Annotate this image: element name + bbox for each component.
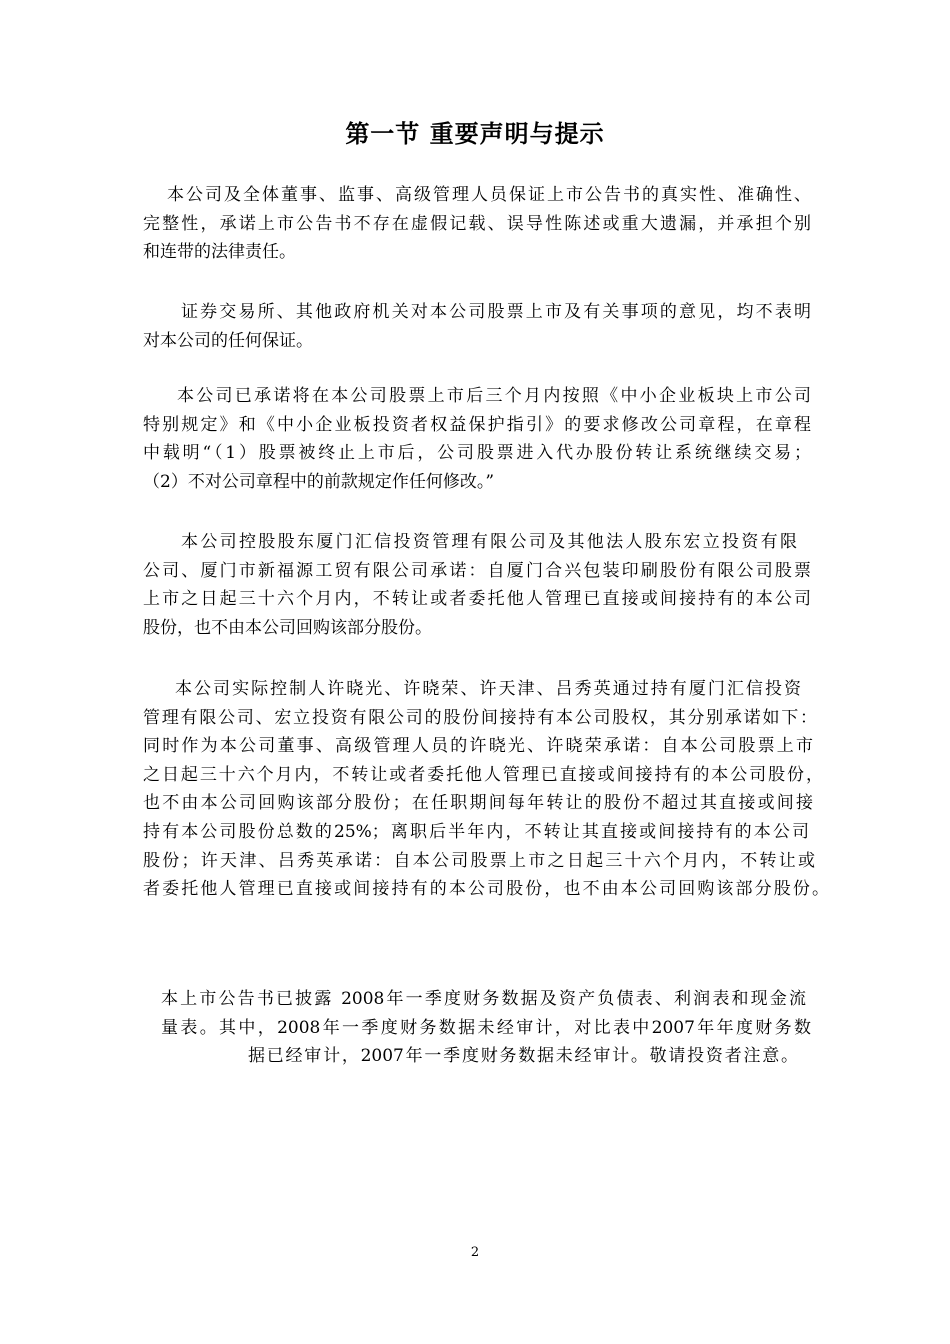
paragraph-line: 据已经审计，2007年一季度财务数据未经审计。敬请投资者注意。 bbox=[248, 1046, 798, 1067]
statement-paragraph-4 bbox=[143, 528, 811, 642]
paragraph-line: 本公司实际控制人许晓光、许晓荣、许天津、吕秀英通过持有厦门汇信投资 bbox=[175, 679, 801, 699]
paragraph-line: 持有本公司股份总数的25%；离职后半年内，不转让其直接或间接持有的本公司 bbox=[143, 821, 809, 842]
paragraph-line: 对本公司的任何保证。 bbox=[143, 330, 313, 351]
paragraph-line: 上市之日起三十六个月内，不转让或者委托他人管理已直接或间接持有的本公司 bbox=[143, 589, 811, 610]
paragraph-line: 股份，也不由本公司回购该部分股份。 bbox=[143, 617, 432, 638]
paragraph-line: 同时作为本公司董事、高级管理人员的许晓光、许晓荣承诺：自本公司股票上市 bbox=[143, 736, 813, 757]
paragraph-line: 公司、厦门市新福源工贸有限公司承诺：自厦门合兴包装印刷股份有限公司股票 bbox=[143, 560, 811, 581]
paragraph-line: 本上市公告书已披露 2008年一季度财务数据及资产负债表、利润表和现金流 bbox=[161, 989, 806, 1009]
paragraph-line: 管理有限公司、宏立投资有限公司的股份间接持有本公司股权，其分别承诺如下： bbox=[143, 707, 817, 728]
paragraph-line: 者委托他人管理已直接或间接持有的本公司股份，也不由本公司回购该部分股份。 bbox=[143, 879, 829, 900]
paragraph-line: 和连带的法律责任。 bbox=[143, 242, 296, 263]
paragraph-line: 之日起三十六个月内，不转让或者委托他人管理已直接或间接持有的本公司股份， bbox=[143, 764, 823, 785]
paragraph-line: 本公司已承诺将在本公司股票上市后三个月内按照《中小企业板块上市公司 bbox=[177, 386, 811, 406]
paragraph-line: 也不由本公司回购该部分股份；在任职期间每年转让的股份不超过其直接或间接 bbox=[143, 793, 813, 814]
page-number: 2 bbox=[470, 1245, 480, 1260]
paragraph-line: 本公司控股股东厦门汇信投资管理有限公司及其他法人股东宏立投资有限 bbox=[181, 532, 797, 552]
statement-paragraph-6 bbox=[0, 985, 950, 1071]
paragraph-line: （2）不对公司章程中的前款规定作任何修改。” bbox=[143, 471, 495, 492]
statement-paragraph-5 bbox=[143, 675, 829, 904]
paragraph-line: 本公司及全体董事、监事、高级管理人员保证上市公告书的真实性、准确性、 bbox=[167, 185, 811, 205]
paragraph-line: 特别规定》和《中小企业板投资者权益保护指引》的要求修改公司章程，在章程 bbox=[143, 414, 811, 435]
statement-paragraph-1 bbox=[143, 181, 811, 267]
paragraph-line: 中载明“（1）股票被终止上市后，公司股票进入代办股份转让系统继续交易； bbox=[143, 443, 811, 464]
statement-paragraph-3 bbox=[143, 382, 811, 496]
statement-paragraph-2 bbox=[143, 298, 811, 355]
paragraph-line: 完整性，承诺上市公告书不存在虚假记载、误导性陈述或重大遗漏，并承担个别 bbox=[143, 213, 811, 234]
paragraph-line: 证券交易所、其他政府机关对本公司股票上市及有关事项的意见，均不表明 bbox=[181, 302, 811, 322]
section-title: 第一节 重要声明与提示 bbox=[345, 120, 605, 148]
paragraph-line: 量表。其中，2008年一季度财务数据未经审计，对比表中2007年年度财务数 bbox=[161, 1017, 811, 1038]
paragraph-line: 股份；许天津、吕秀英承诺：自本公司股票上市之日起三十六个月内，不转让或 bbox=[143, 850, 815, 871]
